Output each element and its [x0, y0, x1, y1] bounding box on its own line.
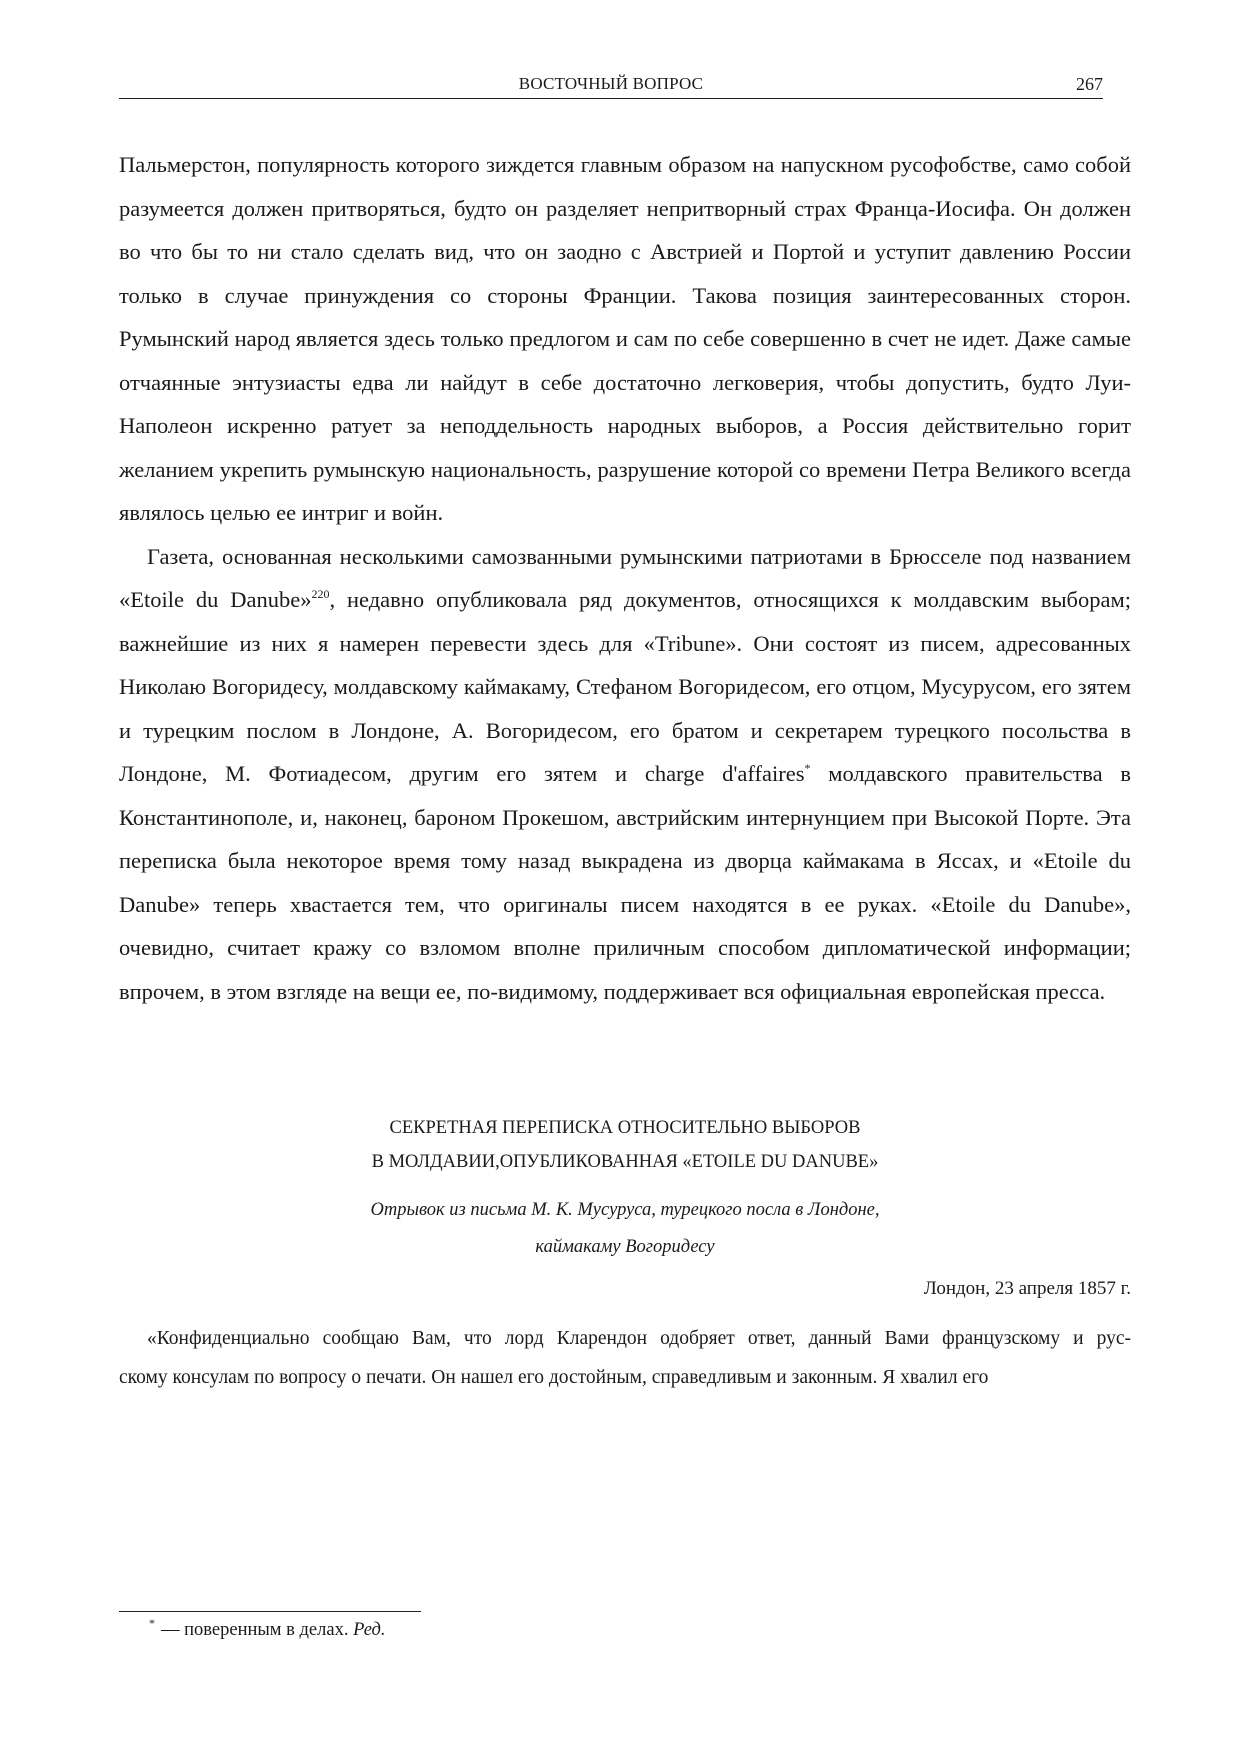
footnote-editor-mark: Ред. [353, 1620, 386, 1640]
footnote-text: — поверенным в делах. [161, 1620, 354, 1640]
paragraph-2-part-2: , недавно опубликовала ряд документов, относящихся к молдавским выборам; важнейшие из них я намерен перевести здесь для «Tribune». Они состоят из писем, адресованных Николаю Вогоридесу, молдавскому каймакаму, Стефаном Вогоридесом, его отцом, Мусурусом, его зятем и турецким послом в Лондоне, А. Вогоридесом, его братом и секретарем турецкого посольства в Лондоне, М. Фотиадесом, другим его зятем и [119, 587, 1131, 786]
main-text [119, 143, 1131, 1013]
paragraph-2 [119, 535, 1131, 1014]
section-heading-line-2: В МОЛДАВИИ,ОПУБЛИКОВАННАЯ «ETOILE DU DANUBE» [371, 1152, 879, 1172]
running-title: ВОСТОЧНЫЙ ВОПРОС [518, 74, 704, 93]
running-header [119, 72, 1103, 99]
footnote [149, 1616, 386, 1641]
page-number: 267 [1076, 74, 1103, 94]
excerpt-caption-line-1: Отрывок из письма М. К. Мусуруса, турецкого посла в Лондоне, [370, 1200, 880, 1220]
letter-dateline: Лондон, 23 апреля 1857 г. [923, 1278, 1131, 1299]
footnote-marker-symbol: * [149, 1616, 155, 1630]
footnote-divider [119, 1611, 421, 1612]
term-charge-daffaires: charge d'affaires [644, 761, 805, 786]
section-heading-line-1: СЕКРЕТНАЯ ПЕРЕПИСКА ОТНОСИТЕЛЬНО ВЫБОРОВ [389, 1118, 861, 1138]
footnote-marker: * [804, 761, 811, 775]
paragraph-1: Пальмерстон, популярность которого зиждется главным образом на напускном русофобстве, само собой разумеется должен притворяться, будто он разделяет непритворный страх Франца-Иосифа. Он должен во что бы то ни стало сделать вид, что он заодно с Австрией и Портой и уступит давлению России только в случае принуждения со стороны Франции. Такова позиция заинтересованных сторон. Румынский народ является здесь только предлогом и сам по себе совершенно в счет не идет. Даже самые отчаянные энтузиасты едва ли найдут в себе достаточно легковерия, чтобы допустить, будто Луи-Наполеон искренно ратует за неподдельность народных выборов, а Россия действительно горит желанием укрепить румынскую национальность, разрушение которой со времени Петра Великого всегда являлось целью ее интриг и войн. [119, 152, 1131, 525]
letter-line-2: скому консулам по вопросу о печати. Он нашел его достойным, справедливым и законным. Я хвалил его [119, 1367, 989, 1388]
excerpt-caption-line-2: каймакаму Вогоридесу [535, 1237, 715, 1257]
letter-line-1: «Конфиденциально сообщаю Вам, что лорд Кларендон одобряет ответ, данный Вами французскому и рус- [147, 1328, 1131, 1349]
reference-number: 220 [311, 587, 330, 601]
paragraph-2-part-3: молдавского правительства в Константинополе, и, наконец, бароном Прокешом, австрийским интернунцием при Высокой Порте. Эта переписка была некоторое время тому назад выкрадена из дворца каймакама в Яссах, и «Etoile du Danube» теперь хвастается тем, что оригиналы писем находятся в ее руках. «Etoile du Danube», очевидно, считает кражу со взломом вполне приличным способом дипломатической информации; впрочем, в этом взгляде на вещи ее, по-видимому, поддерживает вся официальная европейская пресса. [119, 761, 1131, 1004]
letter-text [119, 1319, 1131, 1397]
section-heading [119, 1111, 1131, 1179]
paragraph-2-part-1: Газета, основанная несколькими самозванными румынскими патриотами в Брюсселе под названием «Etoile du Danube» [119, 543, 1131, 612]
excerpt-caption [119, 1192, 1131, 1266]
